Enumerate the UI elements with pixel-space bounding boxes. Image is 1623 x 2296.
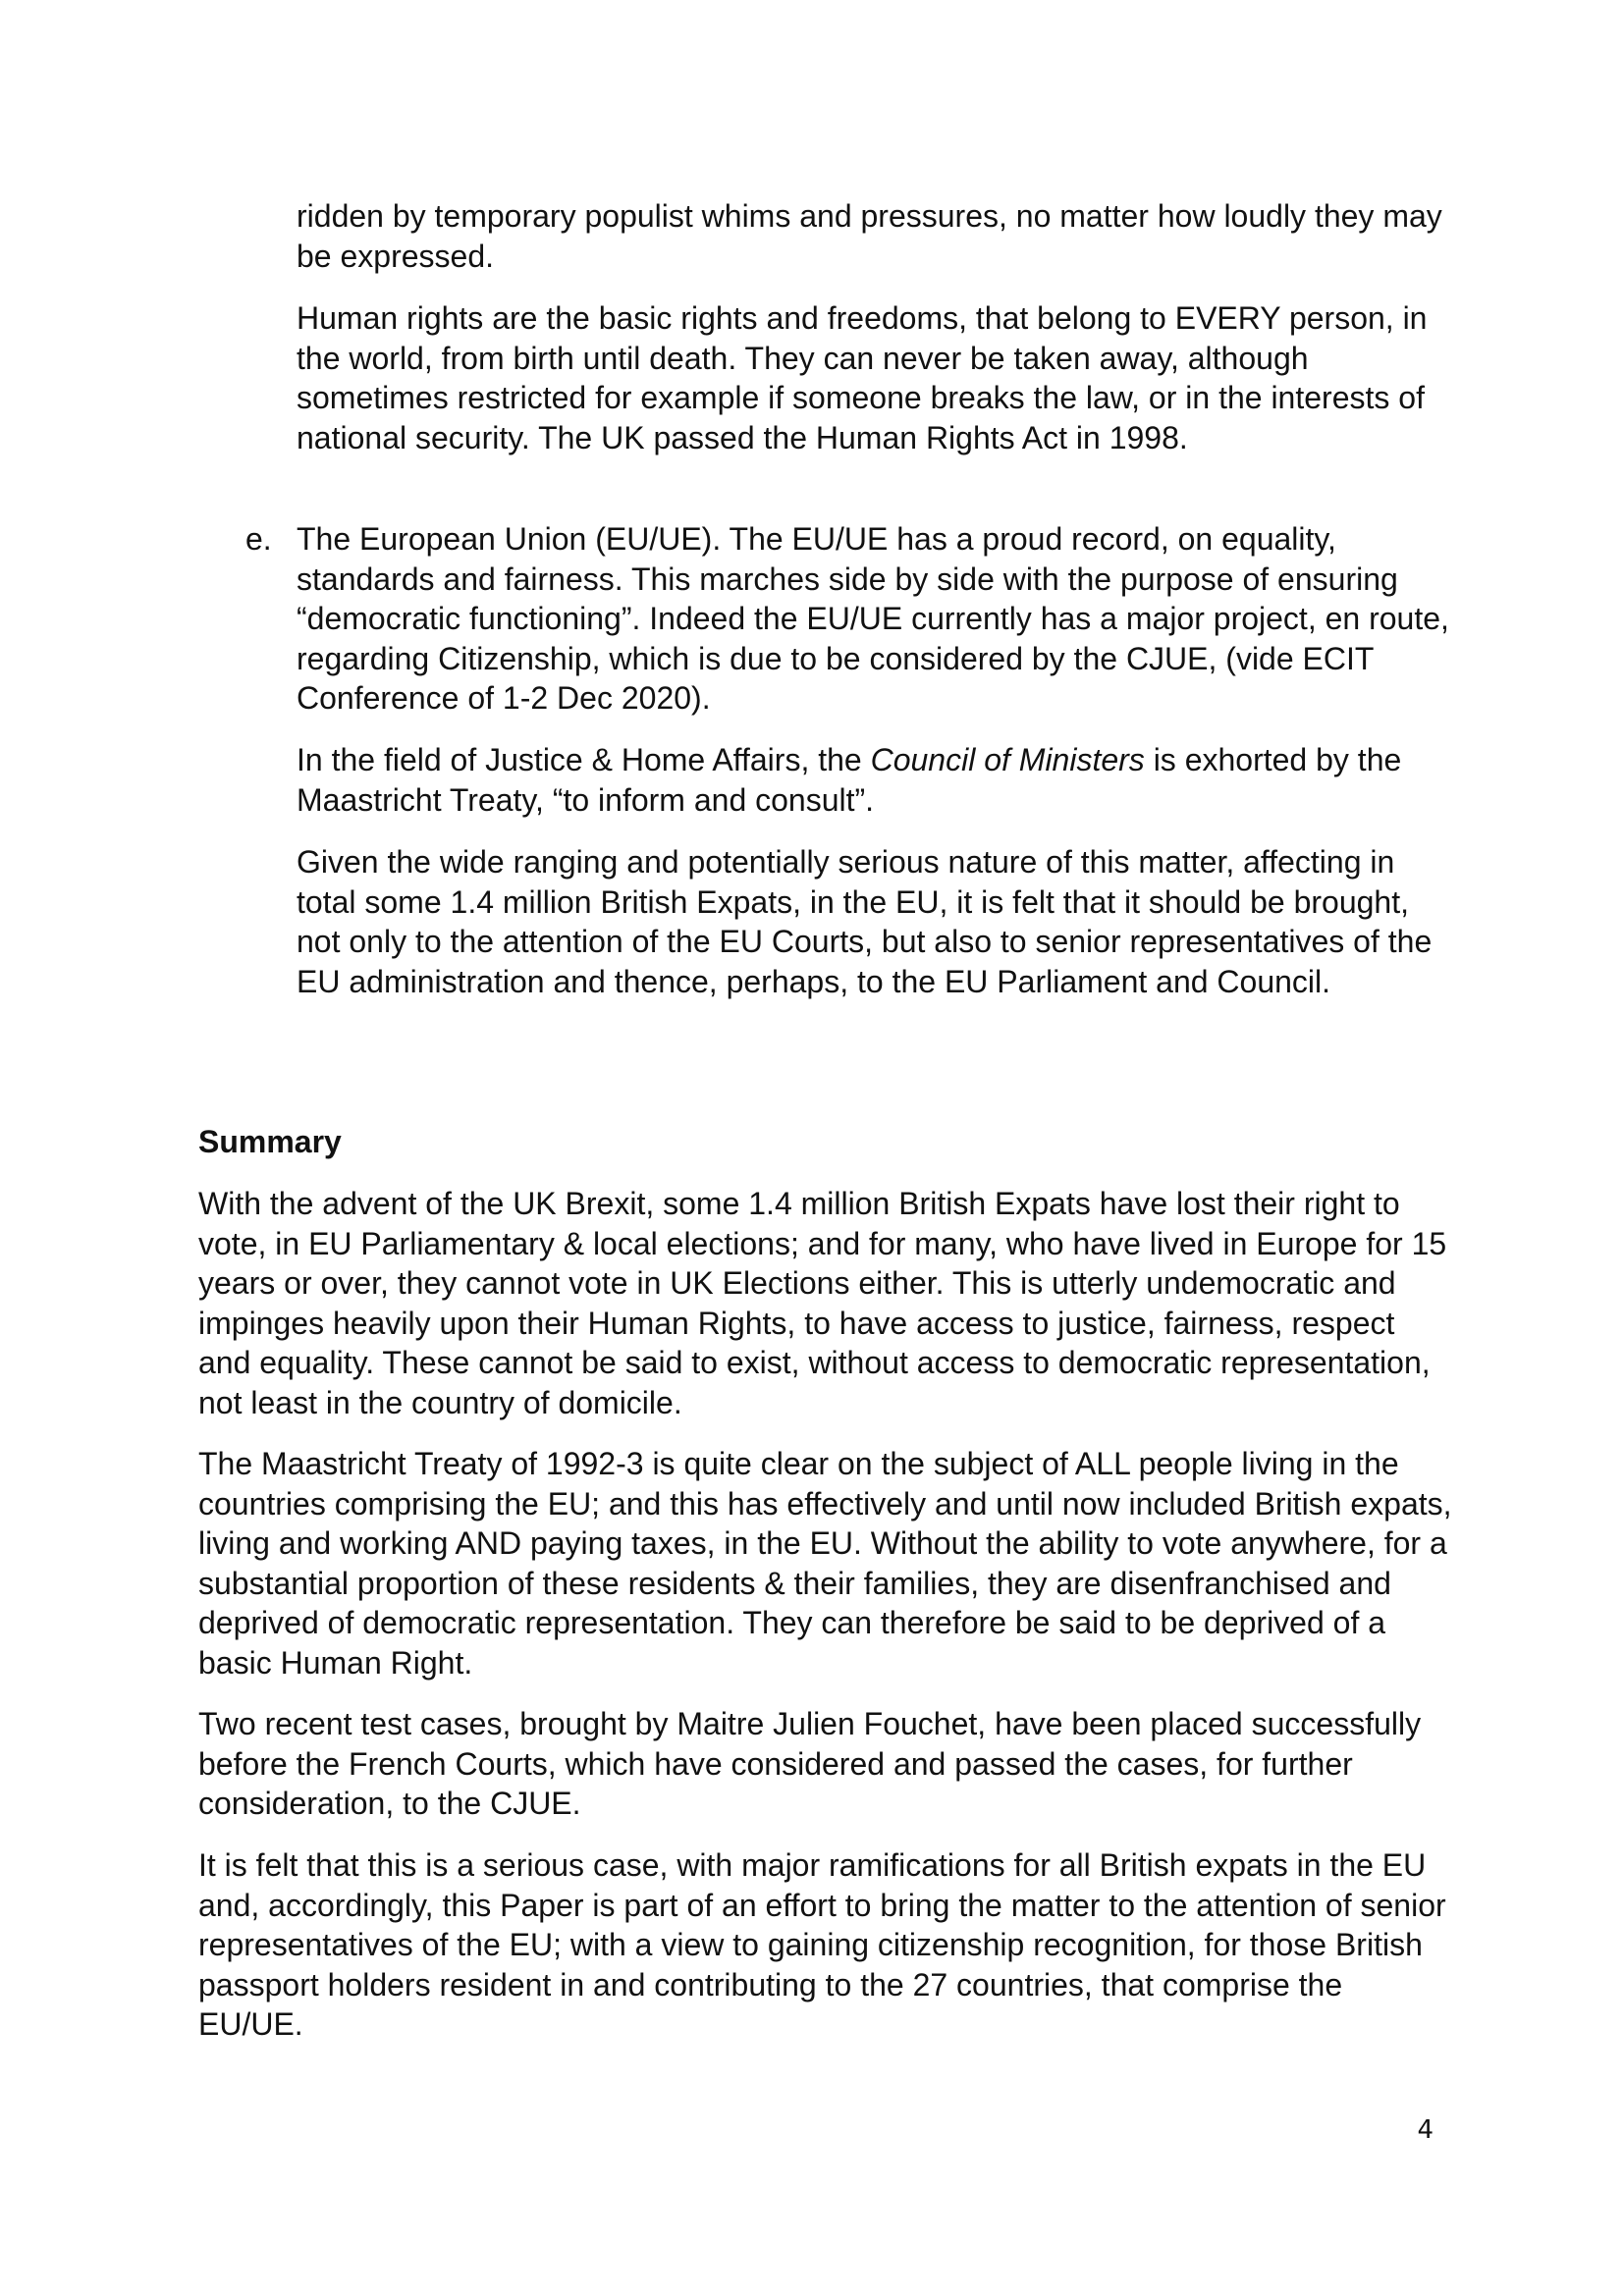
- justice-text-after: is exhorted by the Maastricht Treaty, “to inform and consult”.: [297, 742, 1402, 818]
- human-rights-paragraph: Human rights are the basic rights and freedoms, that belong to EVERY person, in the world, from birth until death. They can never be taken away, although sometimes restricted for example if someone breaks the law, or in the interests of national security. The UK passed the Human Rights Act in 1998.: [297, 300, 1428, 455]
- list-marker-e: e.: [245, 521, 272, 557]
- page-number: 4: [1417, 2115, 1434, 2145]
- justice-paragraph: [297, 740, 1455, 820]
- given-paragraph: Given the wide ranging and potentially serious nature of this matter, affecting in total some 1.4 million British Expats, in the EU, it is felt that it should be brought, not only to the attention of the EU Courts, but also to senior representatives of the EU administration and thence, perhaps, to the EU Parliament and Council.: [297, 844, 1433, 999]
- justice-text-before: In the field of Justice & Home Affairs, the: [297, 742, 871, 777]
- continuation-paragraph: ridden by temporary populist whims and pressures, no matter how loudly they may be expressed.: [297, 198, 1442, 274]
- summary-heading: Summary: [198, 1124, 342, 1159]
- summary-paragraph-1: With the advent of the UK Brexit, some 1.4 million British Expats have lost their right to vote, in EU Parliamentary & local elections; and for many, who have lived in Europe for 15 years or over, they cannot vote in UK Elections either. This is utterly undemocratic and impinges heavily upon their Human Rights, to have access to justice, fairness, respect and equality. These cannot be said to exist, without access to democratic representation, not least in the country of domicile.: [198, 1186, 1447, 1420]
- summary-paragraph-2: The Maastricht Treaty of 1992-3 is quite clear on the subject of ALL people living in the countries comprising the EU; and this has effectively and until now included British expats, living and working AND paying taxes, in the EU. Without the ability to vote anywhere, for a substantial proportion of these residents & their families, they are disenfranchised and deprived of democratic representation. They can therefore be said to be deprived of a basic Human Right.: [198, 1446, 1452, 1681]
- list-item-e: The European Union (EU/UE). The EU/UE has a proud record, on equality, standards and fairness. This marches side by side with the purpose of ensuring “democratic functioning”. Indeed the EU/UE currently has a major project, en route, regarding Citizenship, which is due to be considered by the CJUE, (vide ECIT Conference of 1-2 Dec 2020).: [297, 521, 1449, 716]
- council-of-ministers-italic: Council of Ministers: [870, 742, 1145, 777]
- summary-paragraph-3: Two recent test cases, brought by Maitre Julien Fouchet, have been placed successfully before the French Courts, which have considered and passed the cases, for further consideration, to the CJUE.: [198, 1706, 1422, 1821]
- summary-paragraph-4: It is felt that this is a serious case, with major ramifications for all British expats in the EU and, accordingly, this Paper is part of an effort to bring the matter to the attention of senior representatives of the EU; with a view to gaining citizenship recognition, for those British passport holders resident in and contributing to the 27 countries, that comprise the EU/UE.: [198, 1847, 1446, 2042]
